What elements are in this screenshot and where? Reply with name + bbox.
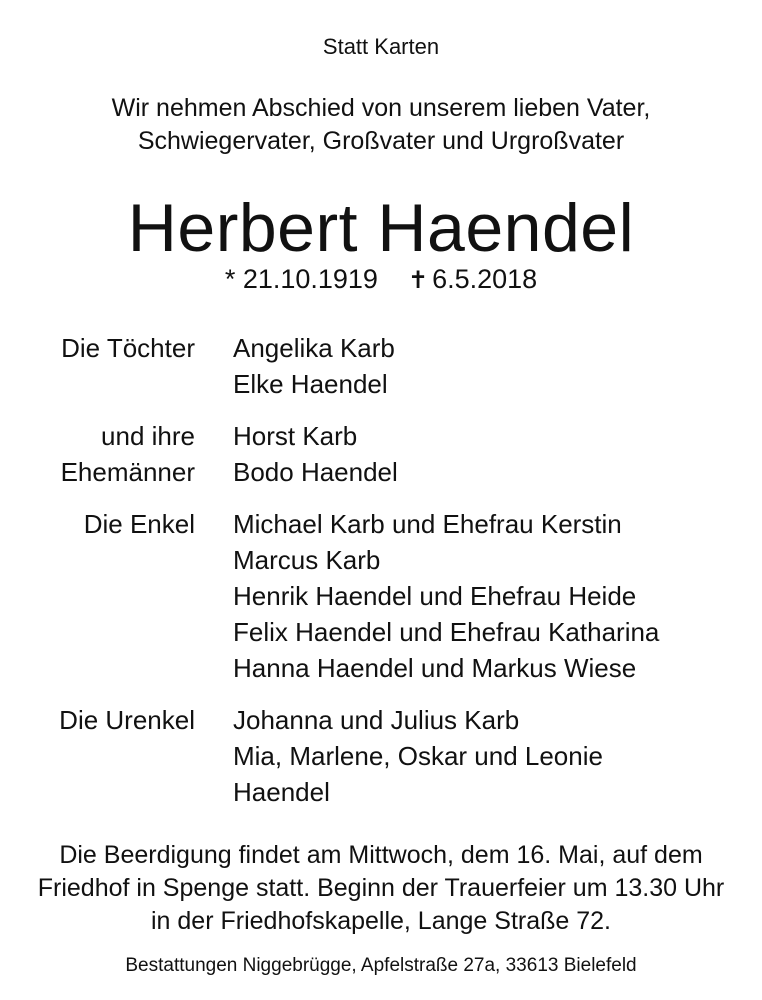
label-line: und ihre [101, 421, 195, 451]
family-group-names [233, 330, 762, 402]
family-member: Mia, Marlene, Oskar und Leonie [233, 741, 603, 771]
family-group-label [0, 702, 195, 738]
family-member: Hanna Haendel und Markus Wiese [233, 653, 637, 683]
family-group-label [0, 506, 195, 542]
notice-header: Statt Karten [322, 34, 440, 59]
cross-icon: ✝ [407, 267, 429, 294]
death-date: 6.5.2018 [432, 264, 538, 294]
family-member: Angelika Karb [233, 333, 395, 363]
family-member: Bodo Haendel [233, 457, 398, 487]
family-member: Elke Haendel [233, 369, 388, 399]
life-dates [0, 262, 762, 298]
birth-date: * 21.10.1919 [224, 264, 378, 294]
family-group-great-grandchildren [0, 702, 762, 810]
family-group-names [233, 506, 762, 686]
label-line: Ehemänner [60, 457, 195, 487]
funeral-line: Die Beerdigung findet am Mittwoch, dem 16. Mai, auf dem [59, 841, 703, 869]
family-list [0, 330, 762, 826]
intro-text [0, 92, 762, 158]
family-group-names [233, 702, 762, 810]
label-line: Die Töchter [61, 333, 195, 363]
family-group-label [0, 330, 195, 366]
funeral-info [0, 839, 762, 938]
family-group-husbands [0, 418, 762, 490]
label-line: Die Enkel [83, 509, 195, 539]
intro-line: Wir nehmen Abschied von unserem lieben Vater, [111, 94, 651, 122]
family-member: Henrik Haendel und Ehefrau Heide [233, 581, 637, 611]
funeral-line: Friedhof in Spenge statt. Beginn der Trauerfeier um 13.30 Uhr [37, 874, 725, 902]
undertaker-footer: Bestattungen Niggebrügge, Apfelstraße 27a, 33613 Bielefeld [125, 955, 637, 976]
family-member: Michael Karb und Ehefrau Kerstin [233, 509, 622, 539]
deceased-name: Herbert Haendel [127, 190, 635, 266]
family-group-label [0, 418, 195, 490]
family-group-daughters [0, 330, 762, 402]
intro-line: Schwiegervater, Großvater und Urgroßvater [137, 127, 625, 155]
family-member: Felix Haendel und Ehefrau Katharina [233, 617, 660, 647]
family-member: Johanna und Julius Karb [233, 705, 520, 735]
label-line: Die Urenkel [59, 705, 195, 735]
funeral-line: in der Friedhofskapelle, Lange Straße 72. [151, 907, 611, 935]
family-group-names [233, 418, 762, 490]
family-member: Horst Karb [233, 421, 358, 451]
family-member: Marcus Karb [233, 545, 381, 575]
family-group-grandchildren [0, 506, 762, 686]
family-member: Haendel [233, 777, 330, 807]
